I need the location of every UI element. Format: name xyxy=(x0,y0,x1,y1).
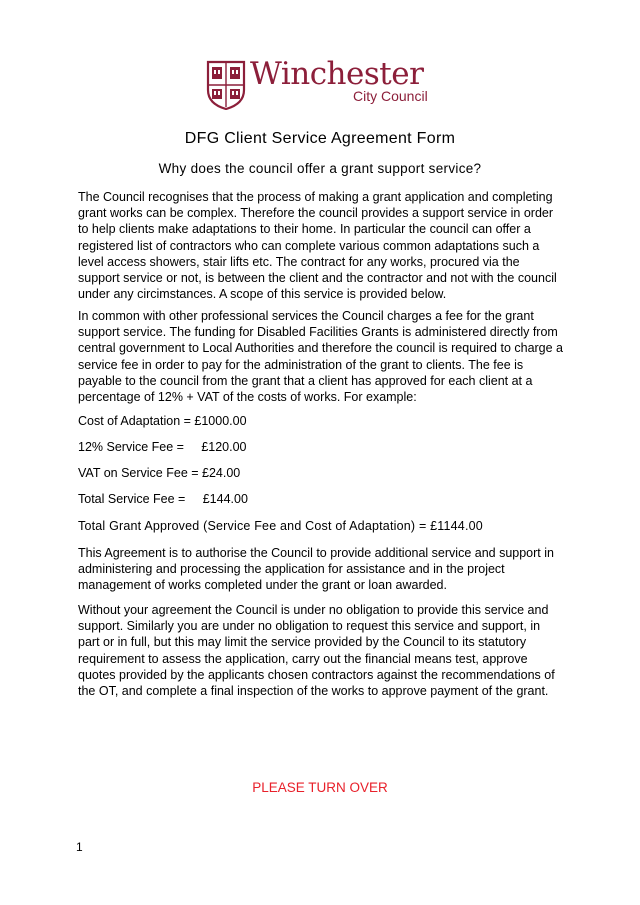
cost-of-adaptation: Cost of Adaptation = £1000.00 xyxy=(78,414,247,428)
page-title: DFG Client Service Agreement Form xyxy=(184,130,456,147)
logo-subtitle: City Council xyxy=(353,88,428,104)
total-grant-approved: Total Grant Approved (Service Fee and Cost of Adaptation) = £1144.00 xyxy=(78,519,483,533)
intro-paragraph: The Council recognises that the process of making a grant application and completing grant works can be complex. Therefore the council provides a support service in order to help clients make adaptations to their home. In particular the council can offer a registered list of contractors who can complete various common adaptations such a level access showers, stair lifts etc. The contract for any works, procured via the support service or not, is between the client and the contractor and not with the council under any circimstances. A scope of this service is provided below. xyxy=(78,190,557,302)
please-turn-over: PLEASE TURN OVER xyxy=(252,780,388,795)
agreement-paragraph: This Agreement is to authorise the Council to provide additional service and support in administering and processing the application for assistance and in the project management of works completed under the grant or loan awarded. xyxy=(78,546,554,593)
page-number: 1 xyxy=(76,840,83,854)
logo-name: Winchester xyxy=(250,56,424,92)
total-service-fee: Total Service Fee = £144.00 xyxy=(78,492,248,506)
section-heading: Why does the council offer a grant support service? xyxy=(158,161,482,176)
vat-on-service-fee: VAT on Service Fee = £24.00 xyxy=(78,466,241,480)
council-logo xyxy=(206,56,438,112)
council-crest-icon xyxy=(206,60,246,110)
service-fee: 12% Service Fee = £120.00 xyxy=(78,440,247,454)
fee-paragraph: In common with other professional services the Council charges a fee for the grant support service. The funding for Disabled Facilities Grants is administered directly from central government to Local Authorities and therefore the council is required to charge a service fee in order to pay for the administration of the grant to clients. The fee is payable to the council from the grant that a client has approved for each client at a percentage of 12% + VAT of the costs of works. For example: xyxy=(78,309,564,405)
obligation-paragraph: Without your agreement the Council is under no obligation to provide this service and support. Similarly you are under no obligation to request this service and support, in part or in full, but this may limit the service provided by the Council to its statutory requirement to assess the application, carry out the financial means test, approve quotes provided by the applicants chosen contractors against the recommendations of the OT, and complete a final inspection of the works to approve payment of the grant. xyxy=(78,603,555,699)
